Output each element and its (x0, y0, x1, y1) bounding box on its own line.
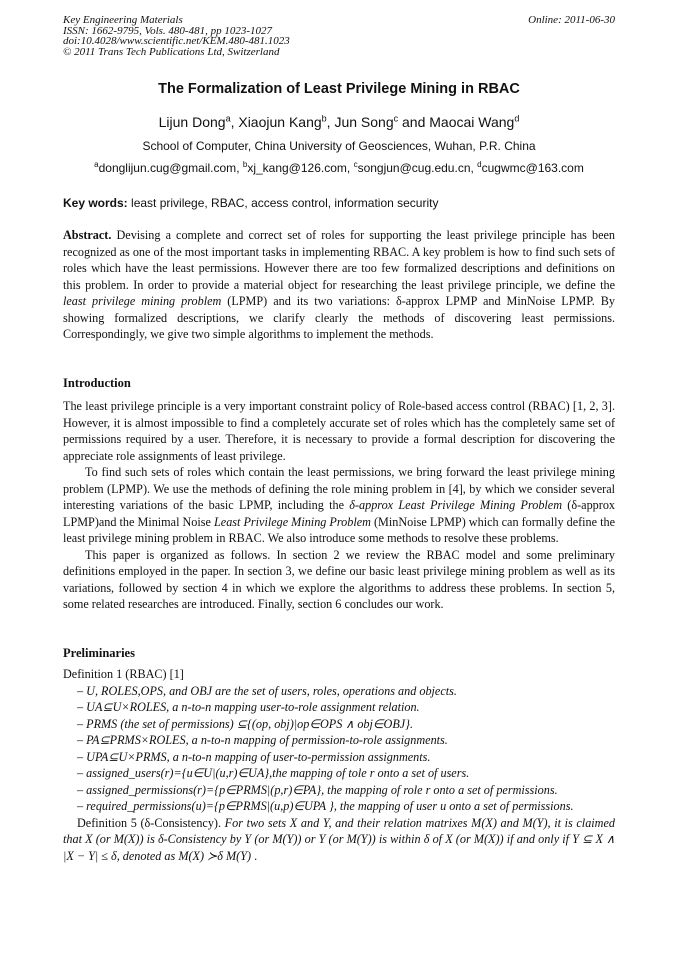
journal-header (63, 15, 615, 57)
list-item: – UA⊆U×ROLES, a n-to-n mapping user-to-role assignment relation. (77, 700, 420, 714)
section-heading-preliminaries: Preliminaries (63, 646, 135, 660)
paper-title: The Formalization of Least Privilege Mining in RBAC (158, 81, 520, 97)
list-item: – PRMS (the set of permissions) ⊆{(op, obj)|op∈OPS ∧ obj∈OBJ}. (77, 716, 414, 731)
list-item: – assigned_users(r)={u∈U|(u,r)∈UA},the mapping of tole r onto a set of users. (77, 766, 470, 780)
author: Maocai Wang$^d$ (429, 113, 520, 130)
keywords-label: Key words: (63, 196, 128, 210)
paragraph: The least privilege principle is a very important constraint policy of Role-based access control (RBAC) [1, 2, 3]. However, it is almost impossible to find a completely accurate set of roles which has the completely same set of permissions required by a user. Therefore, it is necessary to provide a formal description for discovering the appreciate role assignments of least privilege. (63, 399, 615, 463)
journal-copyright: © 2011 Trans Tech Publications Ltd, Switzerland (63, 45, 280, 58)
definition-1-list (63, 683, 615, 815)
journal-issn: ISSN: 1662-9795, Vols. 480-481, pp 1023-1027 (63, 24, 272, 37)
affiliation: School of Computer, China University of Geosciences, Wuhan, P.R. China (142, 139, 536, 153)
section-heading-introduction: Introduction (63, 376, 131, 390)
introduction-body (63, 398, 615, 613)
list-item: – UPA⊆U×PRMS, a n-to-n mapping of user-to-permission assignments. (77, 749, 431, 764)
keywords-text: least privilege, RBAC, access control, information security (127, 196, 439, 210)
journal-doi: doi:10.4028/www.scientific.net/KEM.480-481.1023 (63, 35, 290, 47)
online-date: Online: 2011-06-30 (528, 14, 615, 26)
definition-1-title: Definition 1 (RBAC) [1] (63, 667, 184, 681)
email: $^c$songjun@cug.edu.cn, (353, 160, 478, 175)
author-emails (0, 160, 678, 175)
author: Jun Song$^c$ and (334, 113, 430, 130)
keywords (63, 196, 623, 210)
preliminaries-body (63, 666, 615, 864)
list-item: – U, ROLES,OPS, and OBJ are the set of users, roles, operations and objects. (77, 683, 457, 698)
author: Xiaojun Kang$^b$, (238, 113, 335, 130)
email: $^b$xj_kang@126.com, (242, 160, 354, 175)
paragraph: This paper is organized as follows. In section 2 we review the RBAC model and some preliminary definitions employed in the paper. In section 3, we define our basic least privilege mining problem as well as its variations, followed by section 4 in which we explore the algorithms to address these problems. In section 5, some related researches are introduced. Finally, section 6 concludes our work. (63, 547, 615, 611)
abstract-label: Abstract. (63, 228, 112, 242)
journal-name: Key Engineering Materials (63, 14, 183, 26)
list-item: – assigned_permissions(r)={p∈PRMS|(p,r)∈PA}, the mapping of role r onto a set of permissions. (77, 782, 558, 797)
email: $^d$cugwmc@163.com (477, 160, 584, 175)
term-lpmp: least privilege mining problem (63, 294, 222, 308)
list-item: – required_permissions(u)={p∈PRMS|(u,p)∈UPA }, the mapping of user u onto a set of permissions. (77, 799, 574, 813)
list-item: – PA⊆PRMS×ROLES, a n-to-n mapping of permission-to-role assignments. (77, 733, 448, 747)
paragraph: To find such sets of roles which contain the least permissions, we bring forward the least privilege mining problem (LPMP). We use the methods of defining the role mining problem in [4], by which we consider several interesting variations of the basic LPMP, including the δ-approx Least Privilege Mining Problem (δ-approx LPMP)and the Minimal Noise Least Privilege Mining Problem (MinNoise LPMP) which can formally define the least privilege mining problem in RBAC. We also introduce some methods to resolve these problems. (63, 465, 616, 545)
formula-relation: M(X) ≻δ M(Y) (178, 848, 252, 863)
abstract: Abstract. Devising a complete and correct set of roles for supporting the least privilege principle has been recognized as one of the most important tasks in implementing RBAC. A key problem is how to find such sets of roles which have the least permissions. However there are too few formalized descriptions and definitions on this problem. In order to provide a material object for researching the least privilege principle, we define the least privilege mining problem (LPMP) and its two variations: δ-approx LPMP and MinNoise LPMP. By showing formalized descriptions, we clarify clearly the methods of discovering least permissions. Correspondingly, we give two simple algorithms to implement the methods. (63, 228, 615, 341)
formula-condition: Y ⊆ X ∧ |X − Y| ≤ δ (63, 832, 615, 863)
definition-5-label: Definition 5 (δ-Consistency). (77, 815, 222, 830)
author-list (0, 113, 678, 130)
author: Lijun Dong$^a$, (158, 113, 239, 130)
definition-5: Definition 5 (δ-Consistency). For two sets X and Y, and their relation matrixes M(X) and M(Y), it is claimed that X (or M(X)) is δ-Consistency by Y (or M(Y)) or Y (or M(Y)) is within δ of X (or M(X)) if and only if Y ⊆ X ∧ |X − Y| ≤ δ, denoted as M(X) ≻δ M(Y) . (63, 815, 615, 863)
email: $^a$donglijun.cug@gmail.com, (94, 160, 243, 175)
